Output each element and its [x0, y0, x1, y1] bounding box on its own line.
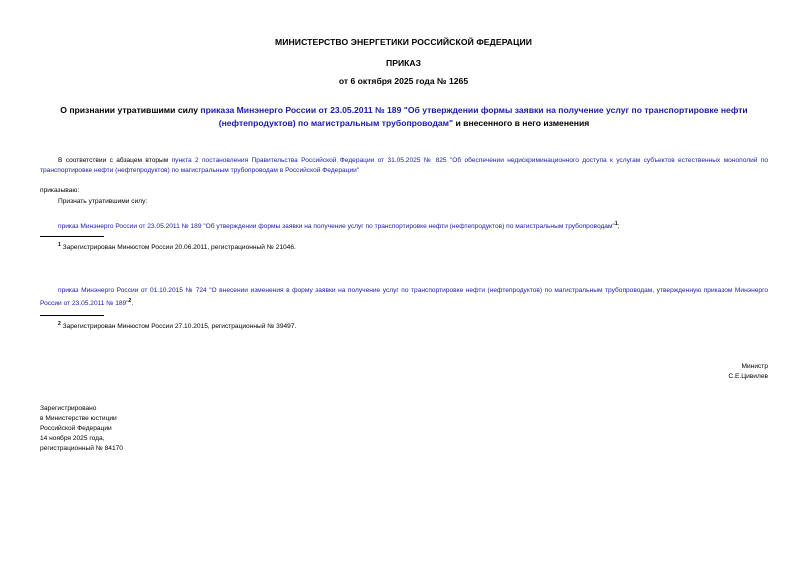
preamble-paragraph: [40, 156, 768, 176]
preamble-link[interactable]: пункта 2 постановления Правительства Российской Федерации от 31.05.2025 № 825 "Об обеспечении недискриминационного доступа к услугам субъектов естественных монополий по транспортировке нефти (нефтепродуктов) по магистральным трубопроводам в Российской Федерации": [40, 157, 768, 174]
footnote-1: [58, 240, 296, 253]
item-2-end: .: [131, 300, 134, 308]
footnote-1-mark: 1: [58, 242, 61, 248]
title-link[interactable]: приказа Минэнерго России от 23.05.2011 № 189 "Об утверждении формы заявки на получение услуг по транспортировке нефти (нефтепродуктов) по магистральным трубопроводам": [200, 105, 748, 128]
footnote-ref-1[interactable]: 1: [614, 221, 618, 227]
footnote-2-mark: 2: [58, 321, 61, 327]
registration-line-1: Зарегистрировано: [40, 405, 97, 412]
preamble-prefix: В соответствии с абзацем вторым: [58, 157, 172, 164]
footnote-1-text: Зарегистрирован Минюстом России 20.06.2011, регистрационный № 21046.: [60, 244, 296, 252]
footnote-divider-2: [40, 315, 104, 316]
footnote-2-text: Зарегистрирован Минюстом России 27.10.2015, регистрационный № 39497.: [60, 323, 297, 331]
registration-line-4: 14 ноября 2025 года,: [40, 435, 105, 442]
title-suffix: и внесенного в него изменения: [453, 118, 590, 128]
title-prefix: О признании утратившими силу: [60, 105, 201, 115]
document-type: ПРИКАЗ: [386, 58, 421, 68]
document-title: [40, 104, 768, 130]
signature-name: С.Е.Цивилев: [728, 373, 768, 380]
item-1-link[interactable]: приказ Минэнерго России от 23.05.2011 № 189 "Об утверждении формы заявки на получение услуг по транспортировке нефти (нефтепродуктов) по магистральным трубопроводам": [58, 223, 615, 231]
registration-line-3: Российской Федерации: [40, 425, 112, 432]
registration-line-2: в Министерстве юстиции: [40, 415, 117, 422]
document-date-number: от 6 октября 2025 года № 1265: [338, 76, 469, 86]
footnote-divider-1: [40, 236, 104, 237]
footnote-2: [58, 319, 296, 332]
item-1: [58, 219, 768, 232]
signature-position: Министр: [741, 363, 768, 370]
item-1-end: ;: [617, 223, 620, 231]
item-2: [40, 286, 768, 309]
recognize-statement: Признать утратившими силу:: [58, 198, 148, 205]
orders-word: приказываю:: [40, 187, 80, 194]
footnote-ref-2[interactable]: 2: [128, 298, 132, 304]
registration-line-5: регистрационный № 84170: [40, 445, 123, 452]
ministry-heading: МИНИСТЕРСТВО ЭНЕРГЕТИКИ РОССИЙСКОЙ ФЕДЕРАЦИИ: [274, 37, 533, 47]
item-2-link[interactable]: приказ Минэнерго России от 01.10.2015 № 724 "О внесении изменения в форму заявки на получение услуг по транспортировке нефти (нефтепродуктов) по магистральным трубопроводам, утвержденную приказом Минэнерго России от 23.05.2011 № 189": [40, 287, 768, 308]
